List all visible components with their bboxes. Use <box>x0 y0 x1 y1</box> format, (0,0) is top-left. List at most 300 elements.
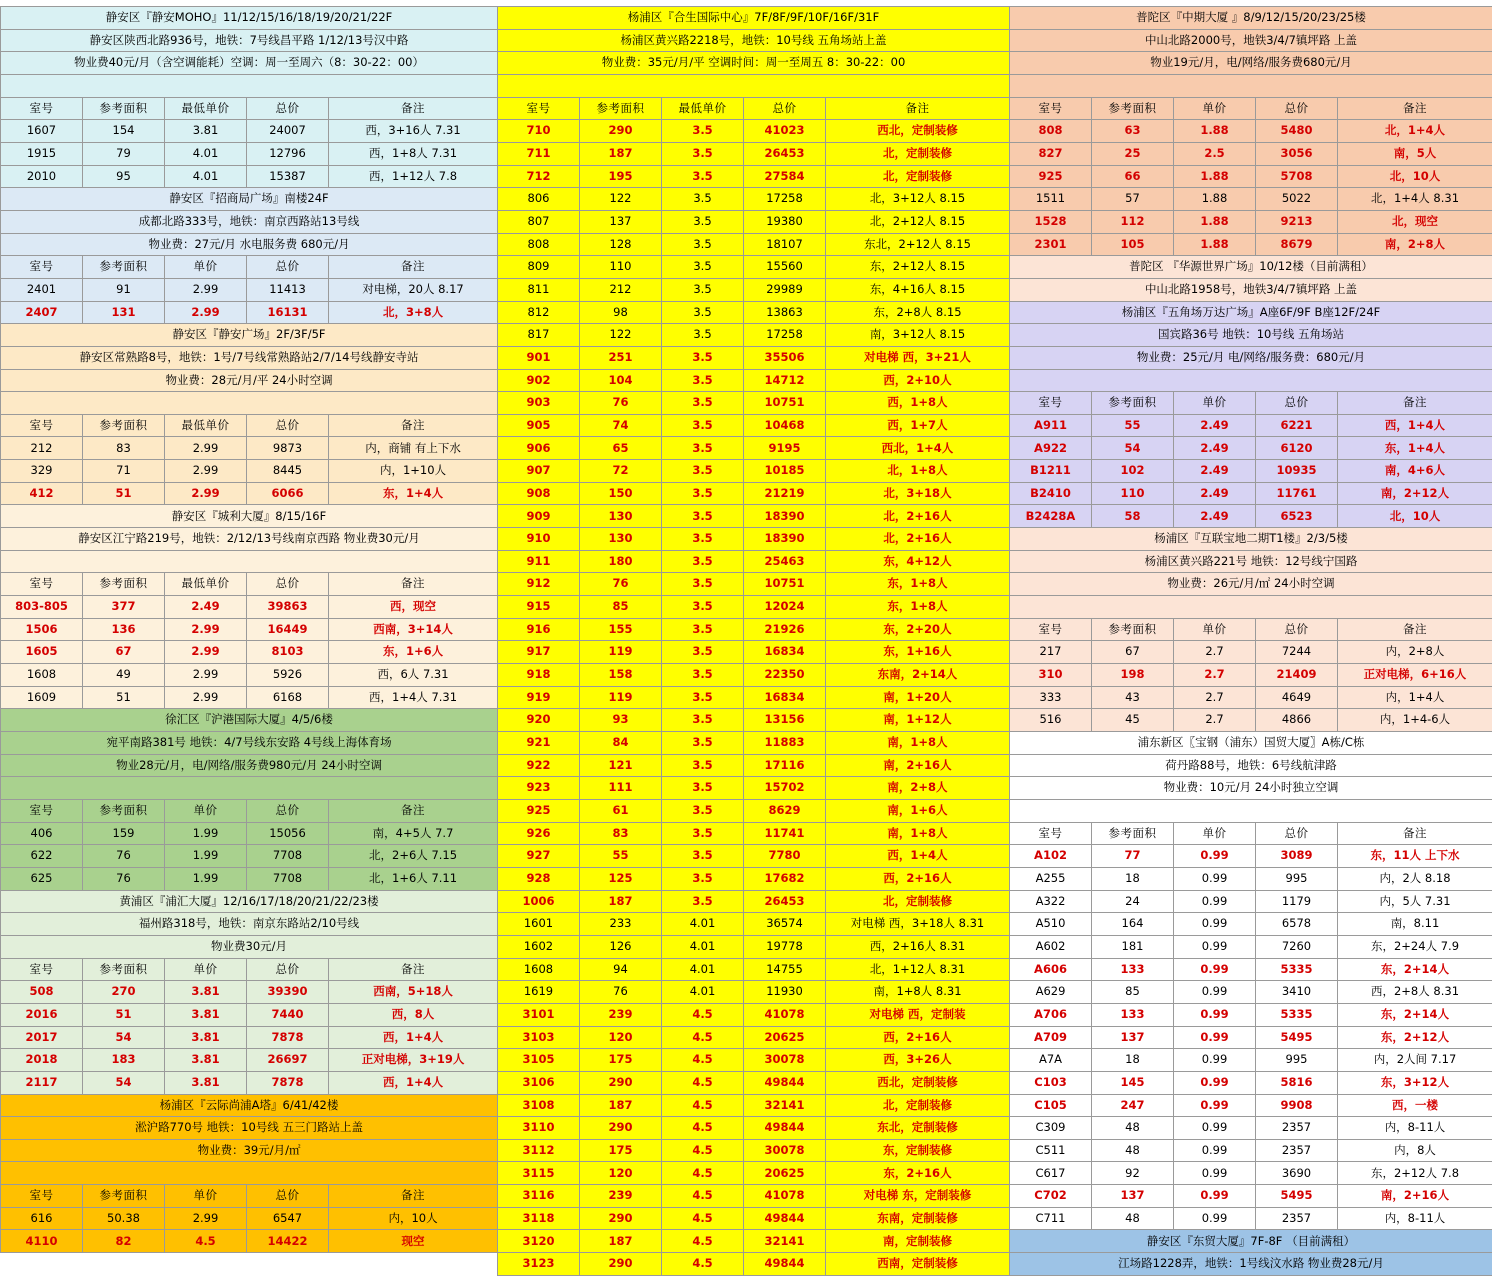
building-info-row <box>1010 301 1492 324</box>
building-title: 黄浦区『浦汇大厦』12/16/17/18/20/21/22/23楼 <box>1 890 498 913</box>
table-cell: 内，5人 7.31 <box>1338 890 1492 913</box>
table-cell: 0.99 <box>1174 1049 1256 1072</box>
table-row <box>498 210 1010 233</box>
table-cell: 内，2+8人 <box>1338 641 1492 664</box>
table-cell: 0.99 <box>1174 890 1256 913</box>
table-cell: 120 <box>580 1026 662 1049</box>
building-info-row <box>1010 256 1492 279</box>
table-cell: 北，10人 <box>1338 165 1492 188</box>
table-cell: 94 <box>580 958 662 981</box>
table-cell: 3120 <box>498 1230 580 1253</box>
building-info-row <box>1010 29 1492 52</box>
table-row <box>1 482 498 505</box>
table-row <box>1010 188 1492 211</box>
building-info-row <box>1 1162 498 1185</box>
table-cell: 北，1+4人 8.31 <box>1338 188 1492 211</box>
column-header: 参考面积 <box>83 256 165 279</box>
column-header: 参考面积 <box>1092 822 1174 845</box>
building-info-row <box>1 890 498 913</box>
table-cell: 8679 <box>1256 233 1338 256</box>
building-section <box>1 1094 498 1253</box>
table-cell: 西，1+8人 <box>826 392 1010 415</box>
table-cell: 0.99 <box>1174 1207 1256 1230</box>
table-cell: 2301 <box>1010 233 1092 256</box>
table-cell: 2.5 <box>1174 142 1256 165</box>
table-row <box>1010 867 1492 890</box>
table-cell: 4866 <box>1256 709 1338 732</box>
table-cell: 2.49 <box>1174 482 1256 505</box>
column-header: 总价 <box>1256 97 1338 120</box>
table-cell: 212 <box>580 278 662 301</box>
table-cell: 809 <box>498 256 580 279</box>
table-row <box>1 641 498 664</box>
table-cell: 4.5 <box>662 1230 744 1253</box>
table-cell: 1179 <box>1256 890 1338 913</box>
table-cell: 15056 <box>247 822 329 845</box>
table-cell: 915 <box>498 596 580 619</box>
building-info-row <box>1010 777 1492 800</box>
table-row <box>1 460 498 483</box>
table-cell: 20625 <box>744 1162 826 1185</box>
table-cell: 2407 <box>1 301 83 324</box>
table-cell: 8629 <box>744 799 826 822</box>
column-header: 备注 <box>826 97 1010 120</box>
table-cell: 817 <box>498 324 580 347</box>
table-header-row <box>1 414 498 437</box>
table-cell: 3.5 <box>662 641 744 664</box>
table-row <box>498 528 1010 551</box>
table-cell: 54 <box>1092 437 1174 460</box>
table-cell: 175 <box>580 1139 662 1162</box>
table-row <box>1010 709 1492 732</box>
table-cell: 0.99 <box>1174 1139 1256 1162</box>
table-cell: 北，定制装修 <box>826 165 1010 188</box>
table-cell: 5480 <box>1256 120 1338 143</box>
building-section <box>1 890 498 1094</box>
table-cell: 东，2+12人 <box>1338 1026 1492 1049</box>
table-cell: 72 <box>580 460 662 483</box>
table-cell: 西，1+8人 7.31 <box>329 142 498 165</box>
table-cell: 183 <box>83 1049 165 1072</box>
building-info-text: 成都北路333号，地铁：南京西路站13号线 <box>1 210 498 233</box>
building-title: 杨浦区『合生国际中心』7F/8F/9F/10F/16F/31F <box>498 7 1010 30</box>
building-info-row <box>1010 346 1492 369</box>
table-cell: 18 <box>1092 867 1174 890</box>
table-cell: 30078 <box>744 1139 826 1162</box>
table-cell: 6578 <box>1256 913 1338 936</box>
table-cell: 905 <box>498 414 580 437</box>
table-cell: 东，2+24人 7.9 <box>1338 935 1492 958</box>
table-cell: 150 <box>580 482 662 505</box>
table-cell: 东，1+8人 <box>826 573 1010 596</box>
table-cell: 东北，定制装修 <box>826 1117 1010 1140</box>
table-cell: 0.99 <box>1174 913 1256 936</box>
table-cell: 4110 <box>1 1230 83 1253</box>
table-cell: 923 <box>498 777 580 800</box>
table-cell: C309 <box>1010 1117 1092 1140</box>
table-cell: 3.5 <box>662 754 744 777</box>
table-row <box>1010 1185 1492 1208</box>
table-cell: 北，3+8人 <box>329 301 498 324</box>
table-cell: B2428A <box>1010 505 1092 528</box>
table-cell: 1619 <box>498 981 580 1004</box>
table-cell: 85 <box>1092 981 1174 1004</box>
table-cell: 76 <box>83 845 165 868</box>
table-cell: 10935 <box>1256 460 1338 483</box>
table-cell: 内，商铺 有上下水 <box>329 437 498 460</box>
building-section <box>1 505 498 709</box>
table-cell: A255 <box>1010 867 1092 890</box>
table-cell: 4.5 <box>662 1207 744 1230</box>
table-row <box>1010 142 1492 165</box>
table-cell: 3.81 <box>165 1003 247 1026</box>
table-cell: 270 <box>83 981 165 1004</box>
table-cell: 995 <box>1256 867 1338 890</box>
table-cell: 北，3+12人 8.15 <box>826 188 1010 211</box>
table-cell: 3.5 <box>662 777 744 800</box>
table-cell: 北，1+6人 7.11 <box>329 867 498 890</box>
table-cell: 14422 <box>247 1230 329 1253</box>
column-header: 备注 <box>329 256 498 279</box>
table-cell: 2357 <box>1256 1117 1338 1140</box>
table-cell: 39863 <box>247 596 329 619</box>
building-info-row <box>1010 1253 1492 1276</box>
table-row <box>1 165 498 188</box>
building-section <box>1010 301 1492 528</box>
building-info-text: 物业费30元/月 <box>1 935 498 958</box>
table-cell: A706 <box>1010 1003 1092 1026</box>
table-row <box>498 822 1010 845</box>
table-cell: 122 <box>580 324 662 347</box>
table-row <box>498 1230 1010 1253</box>
table-row <box>1010 1162 1492 1185</box>
table-cell: 925 <box>498 799 580 822</box>
table-cell: 4.5 <box>662 1185 744 1208</box>
table-cell: 1607 <box>1 120 83 143</box>
table-cell: C711 <box>1010 1207 1092 1230</box>
table-header-row <box>1010 97 1492 120</box>
table-cell: 北，2+6人 7.15 <box>329 845 498 868</box>
table-row <box>498 1207 1010 1230</box>
table-cell: 26453 <box>744 142 826 165</box>
building-info-text <box>498 74 1010 97</box>
table-cell: 西，2+8人 8.31 <box>1338 981 1492 1004</box>
table-row <box>498 505 1010 528</box>
table-cell: 东，2+12人 8.15 <box>826 256 1010 279</box>
table-cell: 西，1+12人 7.8 <box>329 165 498 188</box>
table-cell: 3.5 <box>662 188 744 211</box>
column-header: 备注 <box>1338 618 1492 641</box>
table-cell: 412 <box>1 482 83 505</box>
table-header-row <box>1 1185 498 1208</box>
table-cell: 3.5 <box>662 732 744 755</box>
table-cell: 54 <box>83 1071 165 1094</box>
table-cell: C617 <box>1010 1162 1092 1185</box>
table-cell: 3.5 <box>662 867 744 890</box>
table-cell: A922 <box>1010 437 1092 460</box>
table-cell: 329 <box>1 460 83 483</box>
table-row <box>498 913 1010 936</box>
table-row <box>1010 641 1492 664</box>
table-cell: 东北，2+12人 8.15 <box>826 233 1010 256</box>
table-header-row <box>1 256 498 279</box>
table-cell: 29989 <box>744 278 826 301</box>
table-cell: 49 <box>83 664 165 687</box>
table-cell: 65 <box>580 437 662 460</box>
building-info-row <box>1 369 498 392</box>
table-cell: 710 <box>498 120 580 143</box>
table-cell: 3.81 <box>165 981 247 1004</box>
table-row <box>498 120 1010 143</box>
table-cell: 625 <box>1 867 83 890</box>
table-row <box>498 732 1010 755</box>
table-cell: 西北，定制装修 <box>826 1071 1010 1094</box>
table-cell: 西，1+4人 <box>329 1071 498 1094</box>
table-cell: 东，1+16人 <box>826 641 1010 664</box>
table-cell: 41078 <box>744 1185 826 1208</box>
building-info-row <box>1 52 498 75</box>
building-info-text: 国宾路36号 地铁：10号线 五角场站 <box>1010 324 1492 347</box>
building-info-row <box>1 550 498 573</box>
table-cell: 1.99 <box>165 822 247 845</box>
table-cell: 111 <box>580 777 662 800</box>
column-header: 最低单价 <box>165 97 247 120</box>
table-cell: 55 <box>580 845 662 868</box>
table-row <box>1010 233 1492 256</box>
table-cell: 3.5 <box>662 845 744 868</box>
table-row <box>1 867 498 890</box>
table-cell: 北，1+8人 <box>826 460 1010 483</box>
table-cell: 3110 <box>498 1117 580 1140</box>
building-info-row <box>498 29 1010 52</box>
table-cell: 南，1+8人 <box>826 822 1010 845</box>
table-cell: 158 <box>580 664 662 687</box>
table-cell: A510 <box>1010 913 1092 936</box>
table-cell: 13156 <box>744 709 826 732</box>
column-header: 单价 <box>165 256 247 279</box>
table-header-row <box>1010 822 1492 845</box>
table-cell: 95 <box>83 165 165 188</box>
table-cell: 105 <box>1092 233 1174 256</box>
middle-column <box>497 0 1009 1276</box>
table-cell: 南，1+12人 <box>826 709 1010 732</box>
table-cell: 0.99 <box>1174 1003 1256 1026</box>
table-cell: 93 <box>580 709 662 732</box>
table-cell: 110 <box>580 256 662 279</box>
table-row <box>1 845 498 868</box>
table-cell: 3106 <box>498 1071 580 1094</box>
table-cell: 806 <box>498 188 580 211</box>
building-info-text <box>1010 596 1492 619</box>
table-cell: 17258 <box>744 324 826 347</box>
building-info-text: 江场路1228弄，地铁：1号线汶水路 物业费28元/月 <box>1010 1253 1492 1276</box>
table-cell: 西，3+16人 7.31 <box>329 120 498 143</box>
table-cell: 187 <box>580 1094 662 1117</box>
table-row <box>498 256 1010 279</box>
table-cell: 4.01 <box>662 913 744 936</box>
table-cell: 9213 <box>1256 210 1338 233</box>
table-cell: 2.49 <box>165 596 247 619</box>
building-title: 静安区『城利大厦』8/15/16F <box>1 505 498 528</box>
table-cell: B2410 <box>1010 482 1092 505</box>
table-cell: 122 <box>580 188 662 211</box>
table-cell: 2.99 <box>165 482 247 505</box>
table-cell: 3105 <box>498 1049 580 1072</box>
table-row <box>1 1071 498 1094</box>
building-info-row <box>1010 732 1492 755</box>
table-cell: 3.5 <box>662 505 744 528</box>
table-cell: 239 <box>580 1185 662 1208</box>
table-cell: 西，2+16人 <box>826 1026 1010 1049</box>
table-cell: 2016 <box>1 1003 83 1026</box>
table-cell: 922 <box>498 754 580 777</box>
table-cell: 16131 <box>247 301 329 324</box>
table-cell: A322 <box>1010 890 1092 913</box>
table-cell: 48 <box>1092 1207 1174 1230</box>
table-cell: 8103 <box>247 641 329 664</box>
column-header: 单价 <box>1174 392 1256 415</box>
table-cell: 3101 <box>498 1003 580 1026</box>
table-cell: 3.5 <box>662 369 744 392</box>
building-section <box>1010 528 1492 732</box>
table-cell: 808 <box>1010 120 1092 143</box>
table-cell: 233 <box>580 913 662 936</box>
building-title: 杨浦区『互联宝地二期T1楼』2/3/5楼 <box>1010 528 1492 551</box>
table-cell: 3.5 <box>662 165 744 188</box>
column-header: 备注 <box>329 573 498 596</box>
building-info-row <box>1010 74 1492 97</box>
building-info-text: 静安区陕西北路936号，地铁：7号线昌平路 1/12/13号汉中路 <box>1 29 498 52</box>
table-cell: 6168 <box>247 686 329 709</box>
table-cell: 7878 <box>247 1071 329 1094</box>
column-header: 室号 <box>1 97 83 120</box>
table-cell: 西南，定制装修 <box>826 1253 1010 1276</box>
table-cell: 2401 <box>1 278 83 301</box>
table-cell: 49844 <box>744 1253 826 1276</box>
table-row <box>498 1185 1010 1208</box>
table-cell: 995 <box>1256 1049 1338 1072</box>
table-cell: 2.7 <box>1174 664 1256 687</box>
table-cell: 1.88 <box>1174 120 1256 143</box>
table-cell: 南，定制装修 <box>826 1230 1010 1253</box>
table-row <box>1010 1117 1492 1140</box>
column-header: 总价 <box>247 573 329 596</box>
table-cell: 26697 <box>247 1049 329 1072</box>
table-cell: 1609 <box>1 686 83 709</box>
table-cell: 3108 <box>498 1094 580 1117</box>
table-cell: 3.5 <box>662 460 744 483</box>
table-cell: 西，6人 7.31 <box>329 664 498 687</box>
table-cell: 3.81 <box>165 120 247 143</box>
table-cell: 2.99 <box>165 437 247 460</box>
table-cell: 2357 <box>1256 1139 1338 1162</box>
building-info-row <box>1 1117 498 1140</box>
building-title: 杨浦区『云际尚浦A塔』6/41/42楼 <box>1 1094 498 1117</box>
table-cell: 19778 <box>744 935 826 958</box>
table-cell: 26453 <box>744 890 826 913</box>
table-cell: 9195 <box>744 437 826 460</box>
table-cell: 119 <box>580 641 662 664</box>
table-cell: 76 <box>580 981 662 1004</box>
column-header: 总价 <box>744 97 826 120</box>
table-row <box>1010 1003 1492 1026</box>
table-row <box>498 278 1010 301</box>
table-cell: 3.5 <box>662 618 744 641</box>
table-cell: 内，2人 8.18 <box>1338 867 1492 890</box>
table-cell: A629 <box>1010 981 1092 1004</box>
column-header: 室号 <box>498 97 580 120</box>
table-cell: 西北，定制装修 <box>826 120 1010 143</box>
column-header: 备注 <box>1338 392 1492 415</box>
table-cell: 东，11人 上下水 <box>1338 845 1492 868</box>
building-info-text: 淞沪路770号 地铁：10号线 五三门路站上盖 <box>1 1117 498 1140</box>
table-cell: 195 <box>580 165 662 188</box>
column-header: 室号 <box>1010 392 1092 415</box>
table-cell: 4649 <box>1256 686 1338 709</box>
table-cell: 西南，3+14人 <box>329 618 498 641</box>
table-cell: 3.81 <box>165 1049 247 1072</box>
table-row <box>498 233 1010 256</box>
table-row <box>1 981 498 1004</box>
table-row <box>498 777 1010 800</box>
table-cell: 133 <box>1092 1003 1174 1026</box>
table-cell: 南，2+16人 <box>826 754 1010 777</box>
building-info-text <box>1 777 498 800</box>
table-cell: 5926 <box>247 664 329 687</box>
table-cell: 西，2+16人 8.31 <box>826 935 1010 958</box>
table-cell: 1528 <box>1010 210 1092 233</box>
table-cell: 133 <box>1092 958 1174 981</box>
table-cell: 76 <box>580 392 662 415</box>
table-cell: 20625 <box>744 1026 826 1049</box>
table-cell: 66 <box>1092 165 1174 188</box>
column-header: 参考面积 <box>83 799 165 822</box>
table-cell: 北，定制装修 <box>826 142 1010 165</box>
table-cell: 3.5 <box>662 278 744 301</box>
table-cell: 903 <box>498 392 580 415</box>
table-cell: A602 <box>1010 935 1092 958</box>
table-cell: C702 <box>1010 1185 1092 1208</box>
building-info-text: 杨浦区黄兴路2218号，地铁：10号线 五角场站上盖 <box>498 29 1010 52</box>
table-cell: 45 <box>1092 709 1174 732</box>
table-cell: 北，2+16人 <box>826 505 1010 528</box>
table-cell: 711 <box>498 142 580 165</box>
table-cell: 东南，2+14人 <box>826 664 1010 687</box>
table-row <box>1 822 498 845</box>
table-cell: 310 <box>1010 664 1092 687</box>
column-header: 参考面积 <box>1092 618 1174 641</box>
table-cell: 10751 <box>744 392 826 415</box>
building-title: 徐汇区『沪港国际大厦』4/5/6楼 <box>1 709 498 732</box>
table-row <box>1010 1026 1492 1049</box>
table-cell: 东，1+4人 <box>329 482 498 505</box>
table-cell: 35506 <box>744 346 826 369</box>
table-cell: 247 <box>1092 1094 1174 1117</box>
table-cell: 内，8人 <box>1338 1139 1492 1162</box>
table-row <box>498 686 1010 709</box>
column-header: 参考面积 <box>1092 97 1174 120</box>
table-cell: 912 <box>498 573 580 596</box>
table-row <box>498 867 1010 890</box>
table-cell: 4.01 <box>662 958 744 981</box>
table-cell: 61 <box>580 799 662 822</box>
table-cell: 北，1+12人 8.31 <box>826 958 1010 981</box>
table-cell: 4.5 <box>662 1026 744 1049</box>
table-cell: 921 <box>498 732 580 755</box>
table-row <box>498 890 1010 913</box>
table-cell: 187 <box>580 1230 662 1253</box>
table-cell: 17682 <box>744 867 826 890</box>
